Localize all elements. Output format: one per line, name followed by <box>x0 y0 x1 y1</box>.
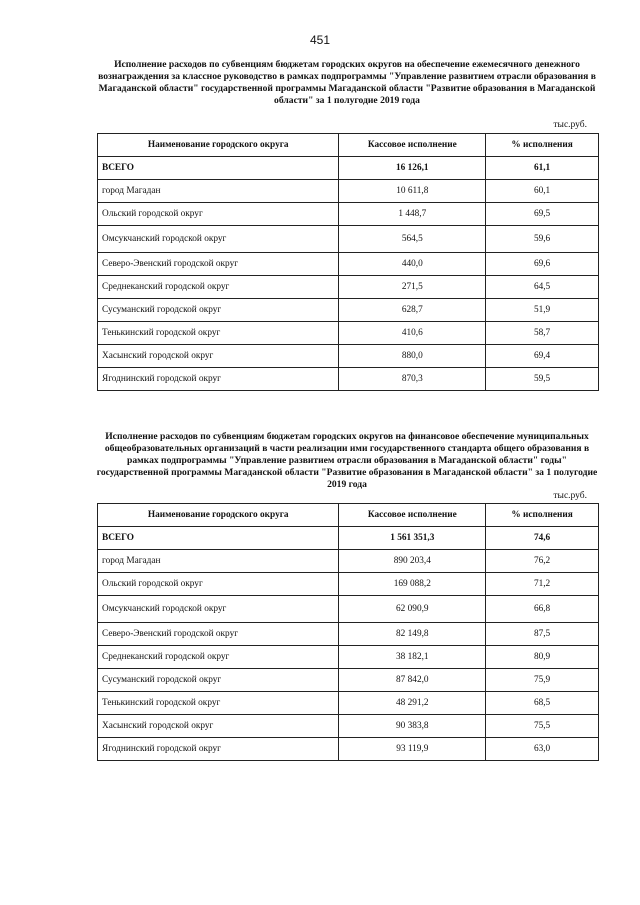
table1-title: Исполнение расходов по субвенциям бюджетам городских округов на обеспечение ежемесячного денежного вознаграждения за классное руководство в рамках подпрограммы "Управление развитием отрасли образования в Магаданской области" государственной программы Магаданской области "Развитие образования в Магаданской области" за 1 полугодие 2019 года <box>98 59 596 106</box>
cell-cash: 10 611,8 <box>339 180 486 203</box>
cell-cash: 169 088,2 <box>339 573 486 596</box>
cell-cash: 564,5 <box>339 226 486 253</box>
table-row <box>98 322 599 345</box>
cell-percent: 66,8 <box>486 596 599 623</box>
table-row <box>98 180 599 203</box>
cell-cash: 82 149,8 <box>339 623 486 646</box>
cell-name: Омсукчанский городской округ <box>98 226 339 253</box>
table-row <box>98 646 599 669</box>
table-row <box>98 203 599 226</box>
table-row <box>98 299 599 322</box>
cell-name: Тенькинский городской округ <box>98 692 339 715</box>
cell-name: ВСЕГО <box>98 527 339 550</box>
cell-cash: 1 561 351,3 <box>339 527 486 550</box>
table-row <box>98 669 599 692</box>
cell-cash: 1 448,7 <box>339 203 486 226</box>
table1-unit: тыс.руб. <box>553 120 587 130</box>
table-row <box>98 368 599 391</box>
total-row <box>98 157 599 180</box>
cell-percent: 59,5 <box>486 368 599 391</box>
cell-cash: 880,0 <box>339 345 486 368</box>
table-row <box>98 573 599 596</box>
cell-percent: 87,5 <box>486 623 599 646</box>
cell-percent: 75,9 <box>486 669 599 692</box>
cell-percent: 64,5 <box>486 276 599 299</box>
cell-name: Среднеканский городской округ <box>98 276 339 299</box>
table-row <box>98 596 599 623</box>
cell-percent: 60,1 <box>486 180 599 203</box>
cell-name: Ольский городской округ <box>98 203 339 226</box>
cell-cash: 93 119,9 <box>339 738 486 761</box>
cell-name: Среднеканский городской округ <box>98 646 339 669</box>
header-name: Наименование городского округа <box>98 134 339 157</box>
cell-name: город Магадан <box>98 550 339 573</box>
cell-cash: 410,6 <box>339 322 486 345</box>
cell-cash: 48 291,2 <box>339 692 486 715</box>
cell-percent: 80,9 <box>486 646 599 669</box>
table-row <box>98 276 599 299</box>
cell-percent: 51,9 <box>486 299 599 322</box>
cell-cash: 271,5 <box>339 276 486 299</box>
table-row <box>98 345 599 368</box>
table2-title: Исполнение расходов по субвенциям бюджетам городских округов на финансовое обеспечение муниципальных общеобразовательных организаций в части реализации ими государственного стандарта общего образования в рамках подпрограммы "Управление развитием отрасли образования в Магаданской области" годы" государственной программы Магаданской области "Развитие образования в Магаданской области" за 1 полугодие 2019 года <box>96 431 598 490</box>
cell-name: ВСЕГО <box>98 157 339 180</box>
cell-percent: 61,1 <box>486 157 599 180</box>
cell-name: Северо-Эвенский городской округ <box>98 623 339 646</box>
cell-cash: 628,7 <box>339 299 486 322</box>
cell-name: Ольский городской округ <box>98 573 339 596</box>
table1 <box>97 133 599 391</box>
cell-percent: 71,2 <box>486 573 599 596</box>
header-percent: % исполнения <box>486 134 599 157</box>
cell-percent: 69,5 <box>486 203 599 226</box>
cell-cash: 16 126,1 <box>339 157 486 180</box>
cell-percent: 69,6 <box>486 253 599 276</box>
cell-name: Северо-Эвенский городской округ <box>98 253 339 276</box>
table2 <box>97 503 599 761</box>
cell-name: Ягоднинский городской округ <box>98 738 339 761</box>
cell-name: Омсукчанский городской округ <box>98 596 339 623</box>
header-cash: Кассовое исполнение <box>339 504 486 527</box>
cell-cash: 90 383,8 <box>339 715 486 738</box>
table-row <box>98 715 599 738</box>
table-row <box>98 692 599 715</box>
cell-name: Хасынский городской округ <box>98 715 339 738</box>
table-row <box>98 623 599 646</box>
page-number: 451 <box>309 33 331 47</box>
header-percent: % исполнения <box>486 504 599 527</box>
cell-percent: 59,6 <box>486 226 599 253</box>
total-row <box>98 527 599 550</box>
cell-percent: 74,6 <box>486 527 599 550</box>
cell-cash: 890 203,4 <box>339 550 486 573</box>
table-row <box>98 226 599 253</box>
cell-name: Ягоднинский городской округ <box>98 368 339 391</box>
cell-name: Хасынский городской округ <box>98 345 339 368</box>
cell-percent: 75,5 <box>486 715 599 738</box>
cell-percent: 58,7 <box>486 322 599 345</box>
cell-percent: 68,5 <box>486 692 599 715</box>
table2-unit: тыс.руб. <box>553 491 587 501</box>
cell-cash: 38 182,1 <box>339 646 486 669</box>
table-row <box>98 253 599 276</box>
cell-cash: 870,3 <box>339 368 486 391</box>
cell-percent: 69,4 <box>486 345 599 368</box>
cell-name: Сусуманский городской округ <box>98 669 339 692</box>
cell-name: Сусуманский городской округ <box>98 299 339 322</box>
cell-cash: 87 842,0 <box>339 669 486 692</box>
header-cash: Кассовое исполнение <box>339 134 486 157</box>
table-row <box>98 738 599 761</box>
header-name: Наименование городского округа <box>98 504 339 527</box>
cell-percent: 63,0 <box>486 738 599 761</box>
cell-percent: 76,2 <box>486 550 599 573</box>
cell-name: город Магадан <box>98 180 339 203</box>
cell-name: Тенькинский городской округ <box>98 322 339 345</box>
cell-cash: 440,0 <box>339 253 486 276</box>
table-row <box>98 550 599 573</box>
cell-cash: 62 090,9 <box>339 596 486 623</box>
